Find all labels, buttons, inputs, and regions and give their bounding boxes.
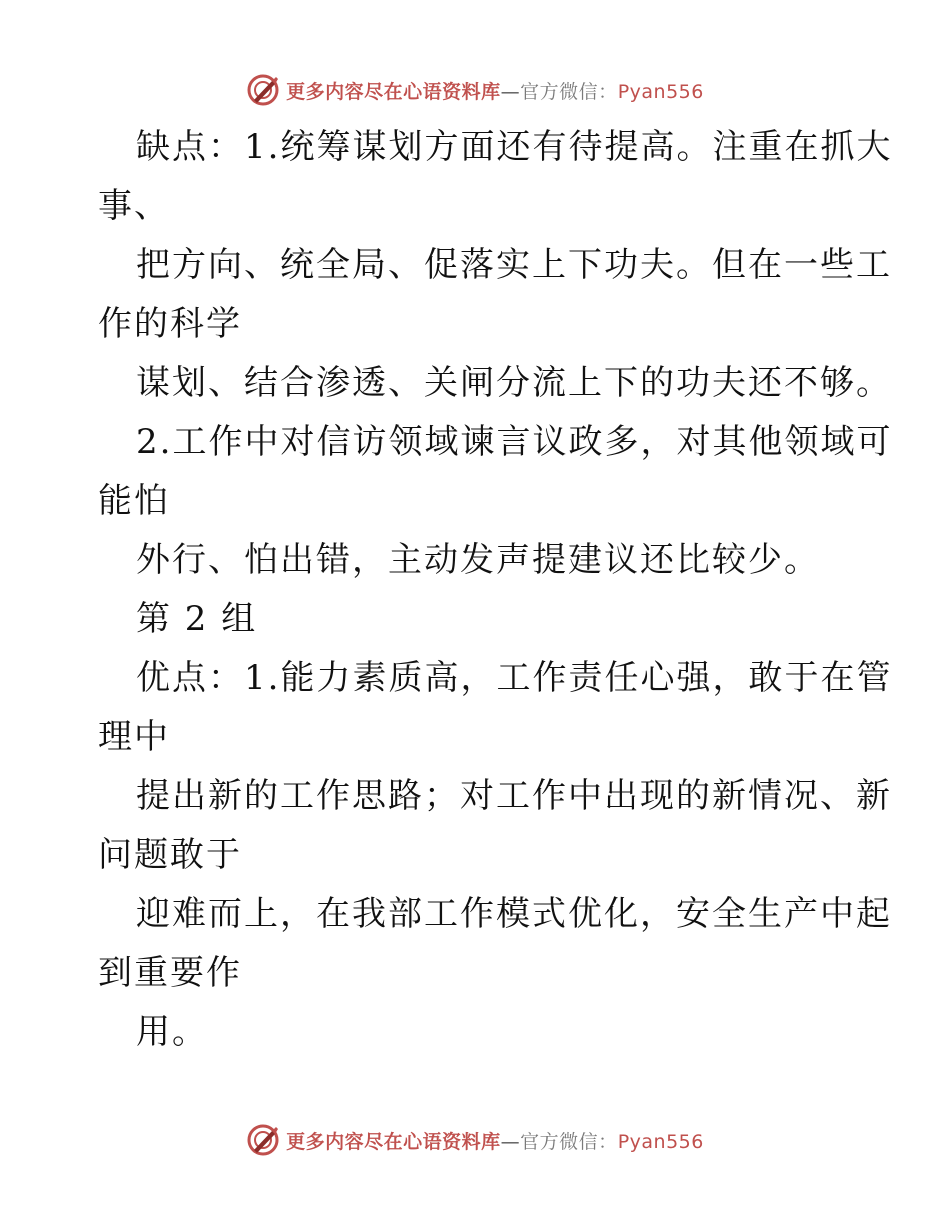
watermark-wechat-id: Pyan556 bbox=[617, 1130, 704, 1153]
text-line: 能怕 bbox=[98, 481, 170, 521]
text-line: 第 2 组 bbox=[136, 599, 258, 639]
text-line: 作的科学 bbox=[98, 304, 242, 344]
text-line: 事、 bbox=[98, 186, 170, 226]
text-line: 把方向、统全局、促落实上下功夫。但在一些工 bbox=[136, 245, 892, 285]
watermark-wechat-id: Pyan556 bbox=[617, 80, 704, 103]
header-watermark bbox=[0, 70, 950, 110]
watermark-separator: — bbox=[500, 80, 521, 103]
text-line: 用。 bbox=[136, 1012, 208, 1052]
text-line: 迎难而上，在我部工作模式优化，安全生产中起 bbox=[136, 894, 892, 934]
watermark-main: 更多内容尽在心语资料库 bbox=[286, 80, 501, 103]
pen-logo-icon bbox=[246, 1123, 280, 1157]
text-line: 外行、怕出错，主动发声提建议还比较少。 bbox=[136, 540, 820, 580]
text-line: 到重要作 bbox=[98, 953, 242, 993]
pen-logo-icon bbox=[246, 73, 280, 107]
text-line: 缺点：1.统筹谋划方面还有待提高。注重在抓大 bbox=[136, 127, 893, 167]
watermark-text bbox=[286, 77, 704, 104]
watermark-main: 更多内容尽在心语资料库 bbox=[286, 1130, 501, 1153]
text-line: 理中 bbox=[98, 717, 170, 757]
text-line: 问题敢于 bbox=[98, 835, 242, 875]
text-line: 2.工作中对信访领域谏言议政多，对其他领域可 bbox=[136, 422, 893, 462]
watermark-wechat-label: 官方微信： bbox=[520, 1130, 618, 1153]
watermark-wechat-label: 官方微信： bbox=[520, 80, 618, 103]
document-body bbox=[98, 118, 893, 1062]
text-line: 提出新的工作思路；对工作中出现的新情况、新 bbox=[136, 776, 892, 816]
footer-watermark bbox=[0, 1120, 950, 1160]
watermark-text bbox=[286, 1127, 704, 1154]
text-line: 谋划、结合渗透、关闸分流上下的功夫还不够。 bbox=[136, 363, 892, 403]
watermark-separator: — bbox=[500, 1130, 521, 1153]
text-line: 优点：1.能力素质高，工作责任心强，敢于在管 bbox=[136, 658, 893, 698]
